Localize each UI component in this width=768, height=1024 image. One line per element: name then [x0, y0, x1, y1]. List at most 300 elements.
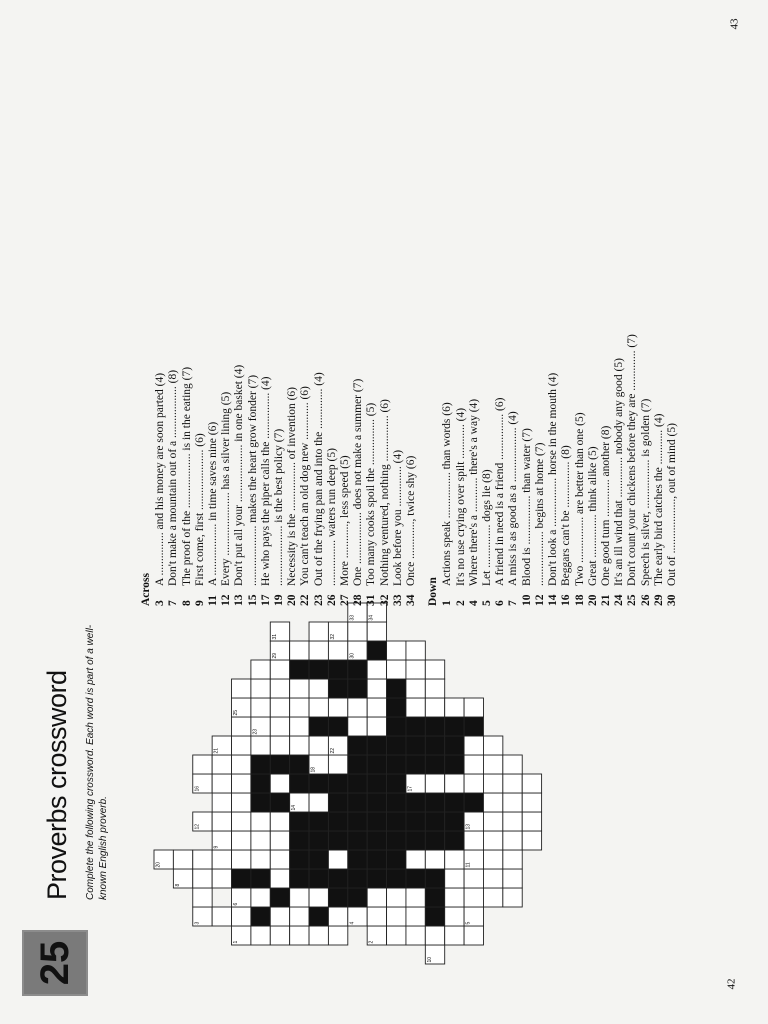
clue-number: 21 [599, 594, 612, 606]
grid-white-cell[interactable] [348, 622, 367, 641]
clue-text: Great ............... think alike (5) [586, 446, 599, 586]
grid-white-cell[interactable] [309, 679, 328, 698]
grid-white-cell[interactable] [212, 869, 231, 888]
grid-white-cell[interactable] [522, 793, 541, 812]
grid-white-cell[interactable] [251, 812, 270, 831]
grid-white-cell[interactable] [367, 679, 386, 698]
grid-clue-number: 21 [213, 747, 220, 754]
grid-white-cell[interactable] [251, 660, 270, 679]
grid-white-cell[interactable] [270, 717, 289, 736]
clue-text: It's an ill wind that .............. nobody any good (5) [613, 358, 626, 586]
grid-black-cell [328, 793, 347, 812]
grid-white-cell[interactable] [193, 755, 212, 774]
grid-white-cell[interactable] [406, 660, 425, 679]
clue-text: ..................... makes the heart grow fonder (7) [246, 374, 259, 586]
grid-clue-number: 10 [426, 956, 433, 963]
grid-white-cell[interactable] [251, 926, 270, 945]
grid-white-cell[interactable] [232, 831, 251, 850]
grid-white-cell[interactable] [270, 907, 289, 926]
page-number-right: 43 [728, 18, 741, 30]
grid-white-cell[interactable] [212, 812, 231, 831]
grid-black-cell [251, 869, 270, 888]
clue-number: 33 [391, 594, 404, 606]
grid-white-cell[interactable] [445, 907, 464, 926]
grid-black-cell [348, 869, 367, 888]
grid-black-cell [425, 888, 444, 907]
grid-black-cell [425, 812, 444, 831]
grid-black-cell [367, 793, 386, 812]
grid-white-cell[interactable] [328, 907, 347, 926]
grid-white-cell[interactable] [483, 812, 502, 831]
clue-text: Once ............., twice shy (6) [405, 455, 418, 586]
grid-black-cell [367, 641, 386, 660]
down-clue [468, 16, 481, 606]
clue-text: Look before you .............. (4) [391, 449, 404, 586]
grid-black-cell [445, 717, 464, 736]
grid-black-cell [425, 907, 444, 926]
across-clue [247, 16, 260, 606]
down-clue [534, 16, 547, 606]
clue-number: 4 [467, 600, 480, 606]
grid-white-cell[interactable] [445, 698, 464, 717]
clue-number: 22 [299, 594, 312, 606]
clue-number: 32 [378, 594, 391, 606]
grid-white-cell[interactable] [464, 736, 483, 755]
grid-black-cell [367, 812, 386, 831]
clue-text: Don't make a mountain out of a .................. (8) [167, 369, 180, 586]
grid-black-cell [387, 793, 406, 812]
grid-white-cell[interactable] [464, 888, 483, 907]
grid-clue-number: 8 [174, 883, 181, 887]
grid-white-cell[interactable] [232, 679, 251, 698]
down-clue [600, 16, 613, 606]
grid-white-cell[interactable] [348, 717, 367, 736]
grid-black-cell [328, 679, 347, 698]
grid-white-cell[interactable] [290, 736, 309, 755]
grid-black-cell [406, 869, 425, 888]
clue-number: 20 [586, 594, 599, 606]
grid-black-cell [445, 736, 464, 755]
clue-number: 25 [626, 594, 639, 606]
grid-clue-number: 12 [194, 823, 201, 830]
grid-white-cell[interactable] [232, 736, 251, 755]
clue-number: 27 [339, 594, 352, 606]
grid-white-cell[interactable] [503, 812, 522, 831]
grid-clue-number: 4 [349, 921, 356, 925]
grid-white-cell[interactable] [425, 774, 444, 793]
across-clue [273, 16, 286, 606]
grid-white-cell[interactable] [212, 907, 231, 926]
grid-white-cell[interactable] [270, 926, 289, 945]
grid-black-cell [387, 869, 406, 888]
clue-number: 11 [207, 595, 220, 606]
grid-white-cell[interactable] [290, 698, 309, 717]
clue-text: Two ................ are better than one (5) [573, 412, 586, 586]
grid-clue-number: 1 [233, 940, 240, 944]
grid-white-cell[interactable] [193, 850, 212, 869]
down-clue [521, 16, 534, 606]
clue-text: A miss is as good as a ................... (4) [507, 411, 520, 586]
grid-white-cell[interactable] [503, 831, 522, 850]
clue-text: A .................. in time saves nine (6) [207, 421, 220, 586]
grid-white-cell[interactable] [212, 793, 231, 812]
grid-white-cell[interactable] [270, 660, 289, 679]
grid-white-cell[interactable] [348, 698, 367, 717]
clue-number: 14 [547, 594, 560, 606]
grid-white-cell[interactable] [270, 831, 289, 850]
grid-white-cell[interactable] [270, 736, 289, 755]
grid-white-cell[interactable] [270, 679, 289, 698]
grid-white-cell[interactable] [464, 774, 483, 793]
grid-white-cell[interactable] [503, 793, 522, 812]
grid-white-cell[interactable] [387, 660, 406, 679]
grid-white-cell[interactable] [464, 926, 483, 945]
grid-clue-number: 20 [155, 861, 162, 868]
grid-white-cell[interactable] [425, 850, 444, 869]
across-clue [379, 16, 392, 606]
clue-text: Actions speak ................ than words (6) [441, 402, 454, 586]
grid-white-cell[interactable] [270, 698, 289, 717]
grid-white-cell[interactable] [445, 850, 464, 869]
clue-text: Don't put all your .................... in one basket (4) [233, 364, 246, 586]
grid-clue-number: 17 [407, 785, 414, 792]
grid-white-cell[interactable] [406, 850, 425, 869]
clue-number: 12 [533, 594, 546, 606]
grid-white-cell[interactable] [425, 698, 444, 717]
clue-text: Out of the frying pan and into the .............. (4) [312, 372, 325, 586]
clues-panel [140, 16, 679, 606]
grid-black-cell [425, 717, 444, 736]
grid-white-cell[interactable] [251, 736, 270, 755]
grid-white-cell[interactable] [425, 926, 444, 945]
down-list [441, 16, 679, 606]
grid-white-cell[interactable] [309, 888, 328, 907]
grid-white-cell[interactable] [483, 793, 502, 812]
grid-black-cell [387, 831, 406, 850]
clue-number: 34 [405, 594, 418, 606]
grid-black-cell [309, 869, 328, 888]
grid-white-cell[interactable] [483, 774, 502, 793]
grid-white-cell[interactable] [445, 926, 464, 945]
grid-white-cell[interactable] [328, 926, 347, 945]
grid-black-cell [406, 736, 425, 755]
clue-number: 18 [573, 594, 586, 606]
grid-white-cell[interactable] [309, 736, 328, 755]
instructions: Complete the following crossword. Each word is part of a well-known English proverb. [85, 624, 109, 900]
grid-white-cell[interactable] [309, 926, 328, 945]
grid-white-cell[interactable] [464, 698, 483, 717]
across-clue [260, 16, 273, 606]
grid-black-cell [387, 812, 406, 831]
grid-black-cell [309, 907, 328, 926]
grid-black-cell [406, 755, 425, 774]
clue-text: He who pays the piper calls the ................ (4) [259, 376, 272, 586]
grid-white-cell[interactable] [251, 679, 270, 698]
clue-text: More ............, less speed (5) [339, 455, 352, 586]
down-clue [441, 16, 454, 606]
grid-white-cell[interactable] [290, 679, 309, 698]
clue-number: 7 [167, 600, 180, 606]
grid-black-cell [445, 812, 464, 831]
grid-clue-number: 5 [465, 921, 472, 925]
grid-black-cell [445, 831, 464, 850]
grid-black-cell [348, 736, 367, 755]
grid-white-cell[interactable] [406, 679, 425, 698]
grid-black-cell [387, 850, 406, 869]
across-clue [339, 16, 352, 606]
clue-number: 26 [639, 594, 652, 606]
down-clue [587, 16, 600, 606]
down-clue [560, 16, 573, 606]
clue-number: 23 [312, 594, 325, 606]
grid-white-cell[interactable] [232, 774, 251, 793]
grid-white-cell[interactable] [503, 888, 522, 907]
clue-number: 5 [481, 600, 494, 606]
grid-black-cell [270, 793, 289, 812]
grid-clue-number: 13 [465, 823, 472, 830]
grid-white-cell[interactable] [445, 869, 464, 888]
grid-white-cell[interactable] [522, 812, 541, 831]
grid-white-cell[interactable] [290, 717, 309, 736]
grid-black-cell [290, 812, 309, 831]
grid-white-cell[interactable] [445, 774, 464, 793]
grid-white-cell[interactable] [290, 888, 309, 907]
across-clue [352, 16, 365, 606]
clue-text: Nothing ventured, nothing ................ (6) [378, 399, 391, 586]
across-clue [392, 16, 405, 606]
grid-white-cell[interactable] [406, 888, 425, 907]
grid-white-cell[interactable] [503, 774, 522, 793]
grid-white-cell[interactable] [232, 755, 251, 774]
grid-white-cell[interactable] [328, 641, 347, 660]
grid-black-cell [328, 717, 347, 736]
grid-white-cell[interactable] [503, 850, 522, 869]
grid-black-cell [290, 774, 309, 793]
grid-white-cell[interactable] [367, 907, 386, 926]
grid-white-cell[interactable] [367, 622, 386, 641]
grid-white-cell[interactable] [212, 774, 231, 793]
grid-clue-number: 30 [349, 652, 356, 659]
grid-black-cell [309, 774, 328, 793]
grid-black-cell [406, 793, 425, 812]
grid-white-cell[interactable] [367, 717, 386, 736]
across-clue [405, 16, 418, 606]
clue-text: The early bird catches the ............ (4) [652, 413, 665, 586]
grid-black-cell [232, 869, 251, 888]
grid-white-cell[interactable] [309, 793, 328, 812]
grid-white-cell[interactable] [387, 888, 406, 907]
grid-white-cell[interactable] [406, 641, 425, 660]
grid-black-cell [290, 831, 309, 850]
clue-number: 12 [220, 594, 233, 606]
grid-black-cell [425, 831, 444, 850]
across-clue [299, 16, 312, 606]
grid-clue-number: 23 [252, 728, 259, 735]
grid-black-cell [290, 869, 309, 888]
page-number-left: 42 [725, 978, 738, 990]
grid-black-cell [348, 888, 367, 907]
grid-white-cell[interactable] [251, 888, 270, 907]
grid-black-cell [348, 679, 367, 698]
grid-white-cell[interactable] [290, 641, 309, 660]
grid-black-cell [328, 869, 347, 888]
grid-black-cell [348, 793, 367, 812]
grid-white-cell[interactable] [290, 907, 309, 926]
grid-white-cell[interactable] [387, 907, 406, 926]
grid-white-cell[interactable] [232, 812, 251, 831]
clue-number: 24 [613, 594, 626, 606]
grid-white-cell[interactable] [464, 869, 483, 888]
grid-clue-number: 16 [194, 785, 201, 792]
clue-text: Let ............... dogs lie (8) [481, 469, 494, 586]
grid-white-cell[interactable] [270, 812, 289, 831]
grid-white-cell[interactable] [464, 831, 483, 850]
across-clue [220, 16, 233, 606]
across-clue [233, 16, 246, 606]
clue-text: First come, first ..................... (6) [193, 433, 206, 586]
grid-white-cell[interactable] [522, 831, 541, 850]
grid-clue-number: 6 [233, 902, 240, 906]
grid-white-cell[interactable] [483, 736, 502, 755]
grid-white-cell[interactable] [425, 679, 444, 698]
grid-white-cell[interactable] [309, 698, 328, 717]
clue-text: Speech is silver, ................. is golden (7) [639, 398, 652, 586]
clue-text: Where there's a ............ there's a way (4) [467, 398, 480, 586]
grid-black-cell [367, 831, 386, 850]
grid-white-cell[interactable] [522, 774, 541, 793]
down-heading: Down [427, 577, 440, 606]
grid-white-cell[interactable] [232, 850, 251, 869]
grid-black-cell [251, 755, 270, 774]
grid-white-cell[interactable] [483, 850, 502, 869]
grid-clue-number: 14 [291, 804, 298, 811]
clue-number: 16 [560, 594, 573, 606]
grid-white-cell[interactable] [464, 755, 483, 774]
grid-white-cell[interactable] [232, 907, 251, 926]
grid-black-cell [309, 850, 328, 869]
clue-text: The proof of the ................... is in the eating (7) [180, 366, 193, 586]
grid-white-cell[interactable] [328, 698, 347, 717]
grid-white-cell[interactable] [387, 926, 406, 945]
grid-white-cell[interactable] [173, 850, 192, 869]
grid-white-cell[interactable] [212, 850, 231, 869]
grid-white-cell[interactable] [483, 888, 502, 907]
grid-white-cell[interactable] [251, 850, 270, 869]
grid-black-cell [367, 850, 386, 869]
grid-white-cell[interactable] [406, 907, 425, 926]
grid-white-cell[interactable] [232, 717, 251, 736]
grid-white-cell[interactable] [270, 774, 289, 793]
grid-black-cell [464, 793, 483, 812]
grid-white-cell[interactable] [232, 793, 251, 812]
grid-white-cell[interactable] [367, 888, 386, 907]
clue-text: ................... begins at home (7) [533, 442, 546, 586]
grid-white-cell[interactable] [483, 869, 502, 888]
clue-number: 7 [507, 600, 520, 606]
grid-white-cell[interactable] [270, 869, 289, 888]
grid-white-cell[interactable] [367, 660, 386, 679]
grid-white-cell[interactable] [445, 888, 464, 907]
grid-white-cell[interactable] [387, 641, 406, 660]
clue-number: 30 [665, 594, 678, 606]
clue-number: 6 [494, 600, 507, 606]
grid-white-cell[interactable] [406, 926, 425, 945]
clue-number: 9 [193, 600, 206, 606]
clue-text: Don't look a ................. horse in the mouth (4) [547, 372, 560, 586]
grid-white-cell[interactable] [193, 869, 212, 888]
grid-black-cell [328, 812, 347, 831]
grid-black-cell [309, 831, 328, 850]
across-clue [154, 16, 167, 606]
grid-clue-number: 22 [329, 747, 336, 754]
grid-white-cell[interactable] [309, 641, 328, 660]
grid-black-cell [445, 755, 464, 774]
clue-text: Necessity is the ................. of invention (6) [286, 387, 299, 586]
grid-black-cell [425, 736, 444, 755]
grid-black-cell [251, 907, 270, 926]
grid-clue-number: 25 [233, 709, 240, 716]
clue-number: 29 [652, 594, 665, 606]
grid-black-cell [387, 679, 406, 698]
clue-number: 26 [325, 594, 338, 606]
down-clue [494, 16, 507, 606]
grid-white-cell[interactable] [503, 869, 522, 888]
grid-white-cell[interactable] [290, 926, 309, 945]
grid-white-cell[interactable] [483, 831, 502, 850]
across-clue [286, 16, 299, 606]
clue-text: Out of ..................., out of mind (5) [665, 423, 678, 586]
grid-white-cell[interactable] [425, 660, 444, 679]
grid-black-cell [425, 869, 444, 888]
grid-black-cell [309, 717, 328, 736]
grid-black-cell [367, 755, 386, 774]
grid-black-cell [348, 812, 367, 831]
unit-number-badge: 25 [22, 930, 88, 996]
across-clue [167, 16, 180, 606]
clue-number: 28 [352, 594, 365, 606]
grid-black-cell [290, 660, 309, 679]
across-clue [194, 16, 207, 606]
grid-white-cell[interactable] [251, 831, 270, 850]
clue-number: 31 [365, 594, 378, 606]
grid-black-cell [464, 717, 483, 736]
grid-black-cell [348, 774, 367, 793]
grid-white-cell[interactable] [251, 698, 270, 717]
clue-text: A ............... and his money are soon parted (4) [154, 372, 167, 586]
grid-white-cell[interactable] [270, 850, 289, 869]
grid-white-cell[interactable] [367, 698, 386, 717]
across-heading: Across [140, 572, 152, 606]
grid-white-cell[interactable] [309, 622, 328, 641]
grid-white-cell[interactable] [212, 755, 231, 774]
down-clue [640, 16, 653, 606]
clue-number: 17 [259, 594, 272, 606]
grid-clue-number: 33 [349, 614, 356, 621]
down-clue [574, 16, 587, 606]
grid-white-cell[interactable] [193, 888, 212, 907]
grid-white-cell[interactable] [483, 755, 502, 774]
grid-white-cell[interactable] [503, 755, 522, 774]
down-clue [507, 16, 520, 606]
down-clue [653, 16, 666, 606]
grid-black-cell [406, 831, 425, 850]
grid-clue-number: 32 [329, 633, 336, 640]
grid-black-cell [387, 755, 406, 774]
clue-number: 13 [233, 594, 246, 606]
grid-white-cell[interactable] [406, 698, 425, 717]
grid-white-cell[interactable] [328, 850, 347, 869]
grid-white-cell[interactable] [328, 755, 347, 774]
